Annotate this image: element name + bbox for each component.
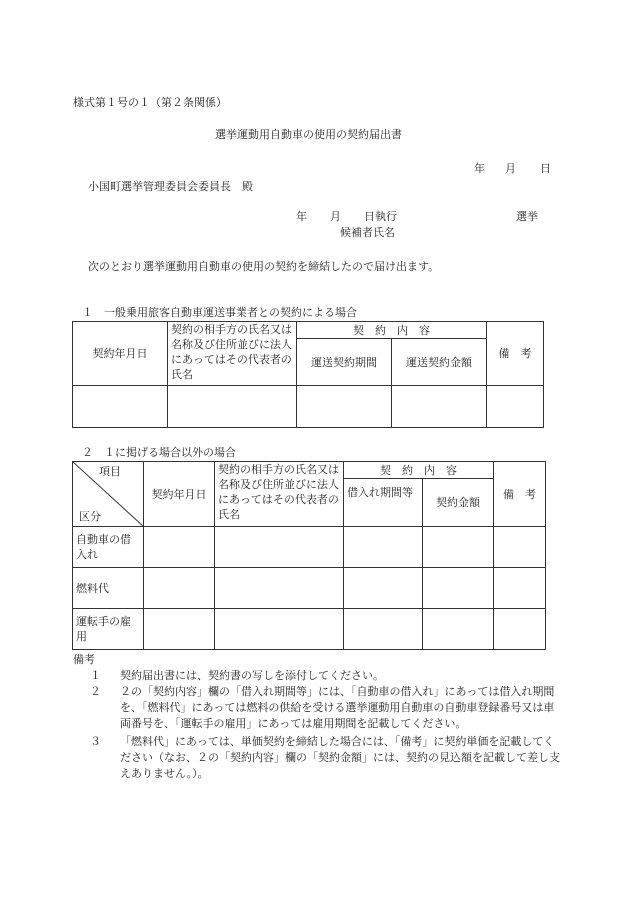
- s2-cell[interactable]: [494, 568, 546, 609]
- election-label: 選挙: [516, 210, 538, 223]
- s1-col-contents: 契 約 内 容: [297, 322, 487, 339]
- s1-col-period: 運送契約期間: [297, 339, 392, 386]
- s2-row-label: 自動車の借入れ: [73, 527, 144, 568]
- s2-row-label: 燃料代: [73, 568, 144, 609]
- election-day-execution: 日執行: [364, 210, 397, 223]
- s1-empty-row: [73, 386, 544, 428]
- s1-col-party: 契約の相手方の氏名又は名称及び住所並びに法人にあってはその代表者の氏名: [168, 322, 297, 386]
- s1-cell[interactable]: [73, 386, 168, 428]
- note-text: 契約届出書には、契約書の写しを添付してください。: [120, 669, 384, 682]
- note-text: 「燃料代」にあっては、単価契約を締結した場合には、「備考」に契約単価を記載してください（なお、２の「契約内容」欄の「契約金額」には、契約の見込額を記載して差し支えありません。）。: [120, 735, 560, 780]
- note-text: ２の「契約内容」欄の「借入れ期間等」には、「自動車の借入れ」にあっては借入れ期間を、「燃料代」にあっては燃料の供給を受ける選挙運動用自動車の自動車登録番号又は車両番号を、「運転手の雇用」にあっては雇用期間を記載してください。: [120, 685, 555, 730]
- note-item: [90, 734, 560, 782]
- s1-col-amount: 運送契約金額: [392, 339, 487, 386]
- s2-cell[interactable]: [144, 609, 215, 650]
- note-number: ２: [90, 685, 101, 698]
- notes-heading: 備考: [73, 653, 95, 666]
- note-item: [90, 668, 560, 684]
- s2-col-amount: 契約金額: [423, 479, 494, 527]
- candidate-name-label: 候補者氏名: [340, 226, 395, 239]
- s2-diag-top: 項目: [99, 465, 121, 478]
- s2-cell[interactable]: [423, 568, 494, 609]
- section1-heading: １ 一般乗用旅客自動車運送事業者との契約による場合: [82, 306, 357, 319]
- note-number: １: [90, 669, 101, 682]
- section1-table: [72, 321, 544, 428]
- s2-col-party: 契約の相手方の氏名又は名称及び住所並びに法人にあってはその代表者の氏名: [215, 462, 344, 527]
- s2-cell[interactable]: [215, 568, 344, 609]
- s2-cell[interactable]: [215, 609, 344, 650]
- s2-cell[interactable]: [144, 568, 215, 609]
- date-month: 月: [505, 162, 516, 175]
- s2-cell[interactable]: [494, 609, 546, 650]
- s2-cell[interactable]: [215, 527, 344, 568]
- s2-cell[interactable]: [144, 527, 215, 568]
- s2-cell[interactable]: [423, 527, 494, 568]
- s1-cell[interactable]: [392, 386, 487, 428]
- s2-row: [73, 568, 546, 609]
- date-year: 年: [474, 162, 485, 175]
- s2-col-remarks: 備 考: [494, 462, 546, 527]
- form-number: 様式第１号の１（第２条関係）: [73, 96, 227, 109]
- s1-cell[interactable]: [168, 386, 297, 428]
- election-year: 年: [296, 210, 307, 223]
- addressee: 小国町選挙管理委員会委員長 殿: [88, 180, 253, 193]
- s2-diagonal-header: [73, 462, 144, 527]
- s1-cell[interactable]: [297, 386, 392, 428]
- date-day: 日: [540, 162, 551, 175]
- s2-col-period: 借入れ期間等: [344, 479, 423, 527]
- s2-cell[interactable]: [423, 609, 494, 650]
- s1-col-remarks: 備 考: [487, 322, 544, 386]
- note-number: ３: [90, 735, 101, 748]
- s2-cell[interactable]: [344, 527, 423, 568]
- s2-row: [73, 609, 546, 650]
- note-item: [90, 684, 560, 732]
- s2-col-contents: 契 約 内 容: [344, 462, 494, 479]
- s2-cell[interactable]: [344, 609, 423, 650]
- s2-cell[interactable]: [344, 568, 423, 609]
- s2-col-contract-date: 契約年月日: [144, 462, 215, 527]
- s2-row-label: 運転手の雇用: [73, 609, 144, 650]
- section2-heading: ２ １に掲げる場合以外の場合: [82, 446, 236, 459]
- s1-col-contract-date: 契約年月日: [73, 322, 168, 386]
- s2-diag-bottom: 区分: [79, 510, 101, 523]
- s1-cell[interactable]: [487, 386, 544, 428]
- election-month: 月: [330, 210, 341, 223]
- section2-table: [72, 461, 546, 650]
- intro-text: 次のとおり選挙運動用自動車の使用の契約を締結したので届け出ます。: [88, 260, 440, 273]
- document-title: 選挙運動用自動車の使用の契約届出書: [215, 128, 402, 141]
- s2-row: [73, 527, 546, 568]
- s2-cell[interactable]: [494, 527, 546, 568]
